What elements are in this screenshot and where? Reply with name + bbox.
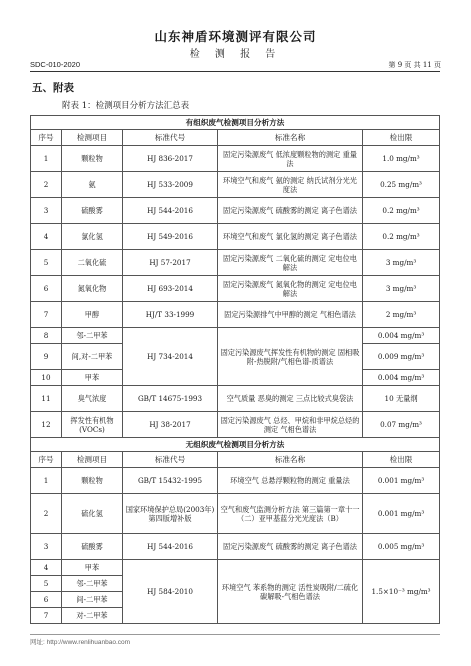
cell-code: HJ 549-2016 [123,224,218,250]
cell-name: 固定污染源废气 硫酸雾的测定 离子色谱法 [218,198,363,224]
cell-no: 7 [31,608,62,624]
cell-no: 6 [31,276,62,302]
cell-item: 间-二甲苯 [62,592,123,608]
methods-table [30,115,440,624]
table-row [31,468,440,494]
cell-limit: 0.001 mg/m³ [363,468,440,494]
cell-limit: 0.004 mg/m³ [363,328,440,344]
col-header-item: 检测项目 [62,130,123,146]
cell-name: 环境空气 苯系物的测定 活性炭吸附/二硫化碳解吸-气相色谱法 [218,560,363,624]
cell-limit: 0.2 mg/m³ [363,224,440,250]
group-title-unorganized: 无组织废气检测项目分析方法 [31,438,440,452]
cell-code: HJ 693-2014 [123,276,218,302]
cell-limit: 3 mg/m³ [363,250,440,276]
cell-no: 4 [31,224,62,250]
cell-item: 硫酸雾 [62,534,123,560]
cell-code: HJ 544-2016 [123,534,218,560]
document-number: SDC-010-2020 [30,60,81,69]
cell-item: 甲醇 [62,302,123,328]
cell-item: 间,对-二甲苯 [62,344,123,370]
table-row [31,412,440,438]
cell-item: 甲苯 [62,560,123,576]
cell-code: HJ 544-2016 [123,198,218,224]
cell-code: HJ 533-2009 [123,172,218,198]
cell-no: 12 [31,412,62,438]
col-header-name: 标准名称 [218,130,363,146]
cell-no: 9 [31,344,62,370]
cell-item: 邻-二甲苯 [62,576,123,592]
cell-code: HJ 57-2017 [123,250,218,276]
col-header-limit: 检出限 [363,452,440,468]
col-header-no: 序号 [31,130,62,146]
cell-code: GB/T 14675-1993 [123,386,218,412]
table-row [31,250,440,276]
cell-limit: 0.25 mg/m³ [363,172,440,198]
cell-no: 3 [31,198,62,224]
cell-no: 2 [31,172,62,198]
col-header-limit: 检出限 [363,130,440,146]
cell-code: 国家环境保护总局(2003年)第四版增补版 [123,494,218,534]
cell-code: HJ 836-2017 [123,146,218,172]
col-header-code: 标准代号 [123,452,218,468]
table-row [31,224,440,250]
table-row [31,494,440,534]
cell-limit: 3 mg/m³ [363,276,440,302]
cell-item: 氮氧化物 [62,276,123,302]
cell-name: 环境空气和废气 氨的测定 纳氏试剂分光光度法 [218,172,363,198]
cell-name: 环境空气 总悬浮颗粒物的测定 重量法 [218,468,363,494]
col-header-item: 检测项目 [62,452,123,468]
table-row [31,328,440,344]
company-name: 山东神盾环境测评有限公司 [154,29,317,44]
table-row [31,386,440,412]
cell-no: 11 [31,386,62,412]
cell-item: 邻-二甲苯 [62,328,123,344]
page-info: 第 9 页 共 11 页 [388,61,441,69]
cell-limit: 10 无量纲 [363,386,440,412]
cell-no: 4 [31,560,62,576]
cell-limit: 1.5×10⁻³ mg/m³ [363,560,440,624]
cell-item: 颗粒物 [62,468,123,494]
footer-divider [30,634,440,635]
cell-code: HJ 38-2017 [123,412,218,438]
cell-name: 固定污染源废气 总烃、甲烷和非甲烷总烃的测定 气相色谱法 [218,412,363,438]
cell-name: 固定污染源废气 低浓度颗粒物的测定 重量法 [218,146,363,172]
cell-item: 氯化氢 [62,224,123,250]
table-row [31,146,440,172]
cell-name: 固定污染源废气 硫酸雾的测定 离子色谱法 [218,534,363,560]
cell-no: 10 [31,370,62,386]
cell-item: 颗粒物 [62,146,123,172]
cell-name: 环境空气和废气 氯化氢的测定 离子色谱法 [218,224,363,250]
table-row [31,198,440,224]
col-header-no: 序号 [31,452,62,468]
col-header-name: 标准名称 [218,452,363,468]
table-row [31,560,440,576]
cell-limit: 0.009 mg/m³ [363,344,440,370]
cell-no: 1 [31,468,62,494]
cell-code: HJ/T 33-1999 [123,302,218,328]
cell-no: 6 [31,592,62,608]
table-row [31,172,440,198]
cell-item: 二氧化硫 [62,250,123,276]
cell-item: 对-二甲苯 [62,608,123,624]
cell-limit: 2 mg/m³ [363,302,440,328]
section-title: 五、附表 [32,82,74,94]
cell-item: 臭气浓度 [62,386,123,412]
cell-limit: 0.001 mg/m³ [363,494,440,534]
cell-name: 固定污染源废气挥发性有机物的测定 固相吸附-热脱附/气相色谱-质谱法 [218,328,363,386]
cell-item: 氨 [62,172,123,198]
cell-no: 1 [31,146,62,172]
cell-code: HJ 734-2014 [123,328,218,386]
cell-name: 固定污染源废气 二氧化硫的测定 定电位电解法 [218,250,363,276]
cell-item: 挥发性有机物(VOCs) [62,412,123,438]
cell-item: 硫化氢 [62,494,123,534]
cell-name: 空气质量 恶臭的测定 三点比较式臭袋法 [218,386,363,412]
col-header-code: 标准代号 [123,130,218,146]
cell-no: 3 [31,534,62,560]
table-row [31,276,440,302]
cell-code: HJ 584-2010 [123,560,218,624]
cell-no: 8 [31,328,62,344]
table-row [31,534,440,560]
cell-limit: 0.004 mg/m³ [363,370,440,386]
cell-name: 固定污染源废气 氮氧化物的测定 定电位电解法 [218,276,363,302]
cell-limit: 1.0 mg/m³ [363,146,440,172]
cell-no: 5 [31,250,62,276]
cell-limit: 0.07 mg/m³ [363,412,440,438]
cell-no: 2 [31,494,62,534]
cell-code: GB/T 15432-1995 [123,468,218,494]
cell-limit: 0.005 mg/m³ [363,534,440,560]
cell-limit: 0.2 mg/m³ [363,198,440,224]
header-divider [30,71,440,72]
table-row [31,302,440,328]
cell-item: 硫酸雾 [62,198,123,224]
cell-name: 固定污染源排气中甲醇的测定 气相色谱法 [218,302,363,328]
report-subtitle: 检 测 报 告 [189,49,282,60]
footer-url: 网址: http://www.renlihuanbao.com [30,639,131,646]
cell-no: 7 [31,302,62,328]
group-title-organized: 有组织废气检测项目分析方法 [31,116,440,130]
cell-name: 空气和废气监测分析方法 第三篇第一章十一（二）亚甲基蓝分光光度法（B） [218,494,363,534]
cell-no: 5 [31,576,62,592]
cell-item: 甲苯 [62,370,123,386]
table-title: 附表 1：检测项目分析方法汇总表 [62,101,190,111]
